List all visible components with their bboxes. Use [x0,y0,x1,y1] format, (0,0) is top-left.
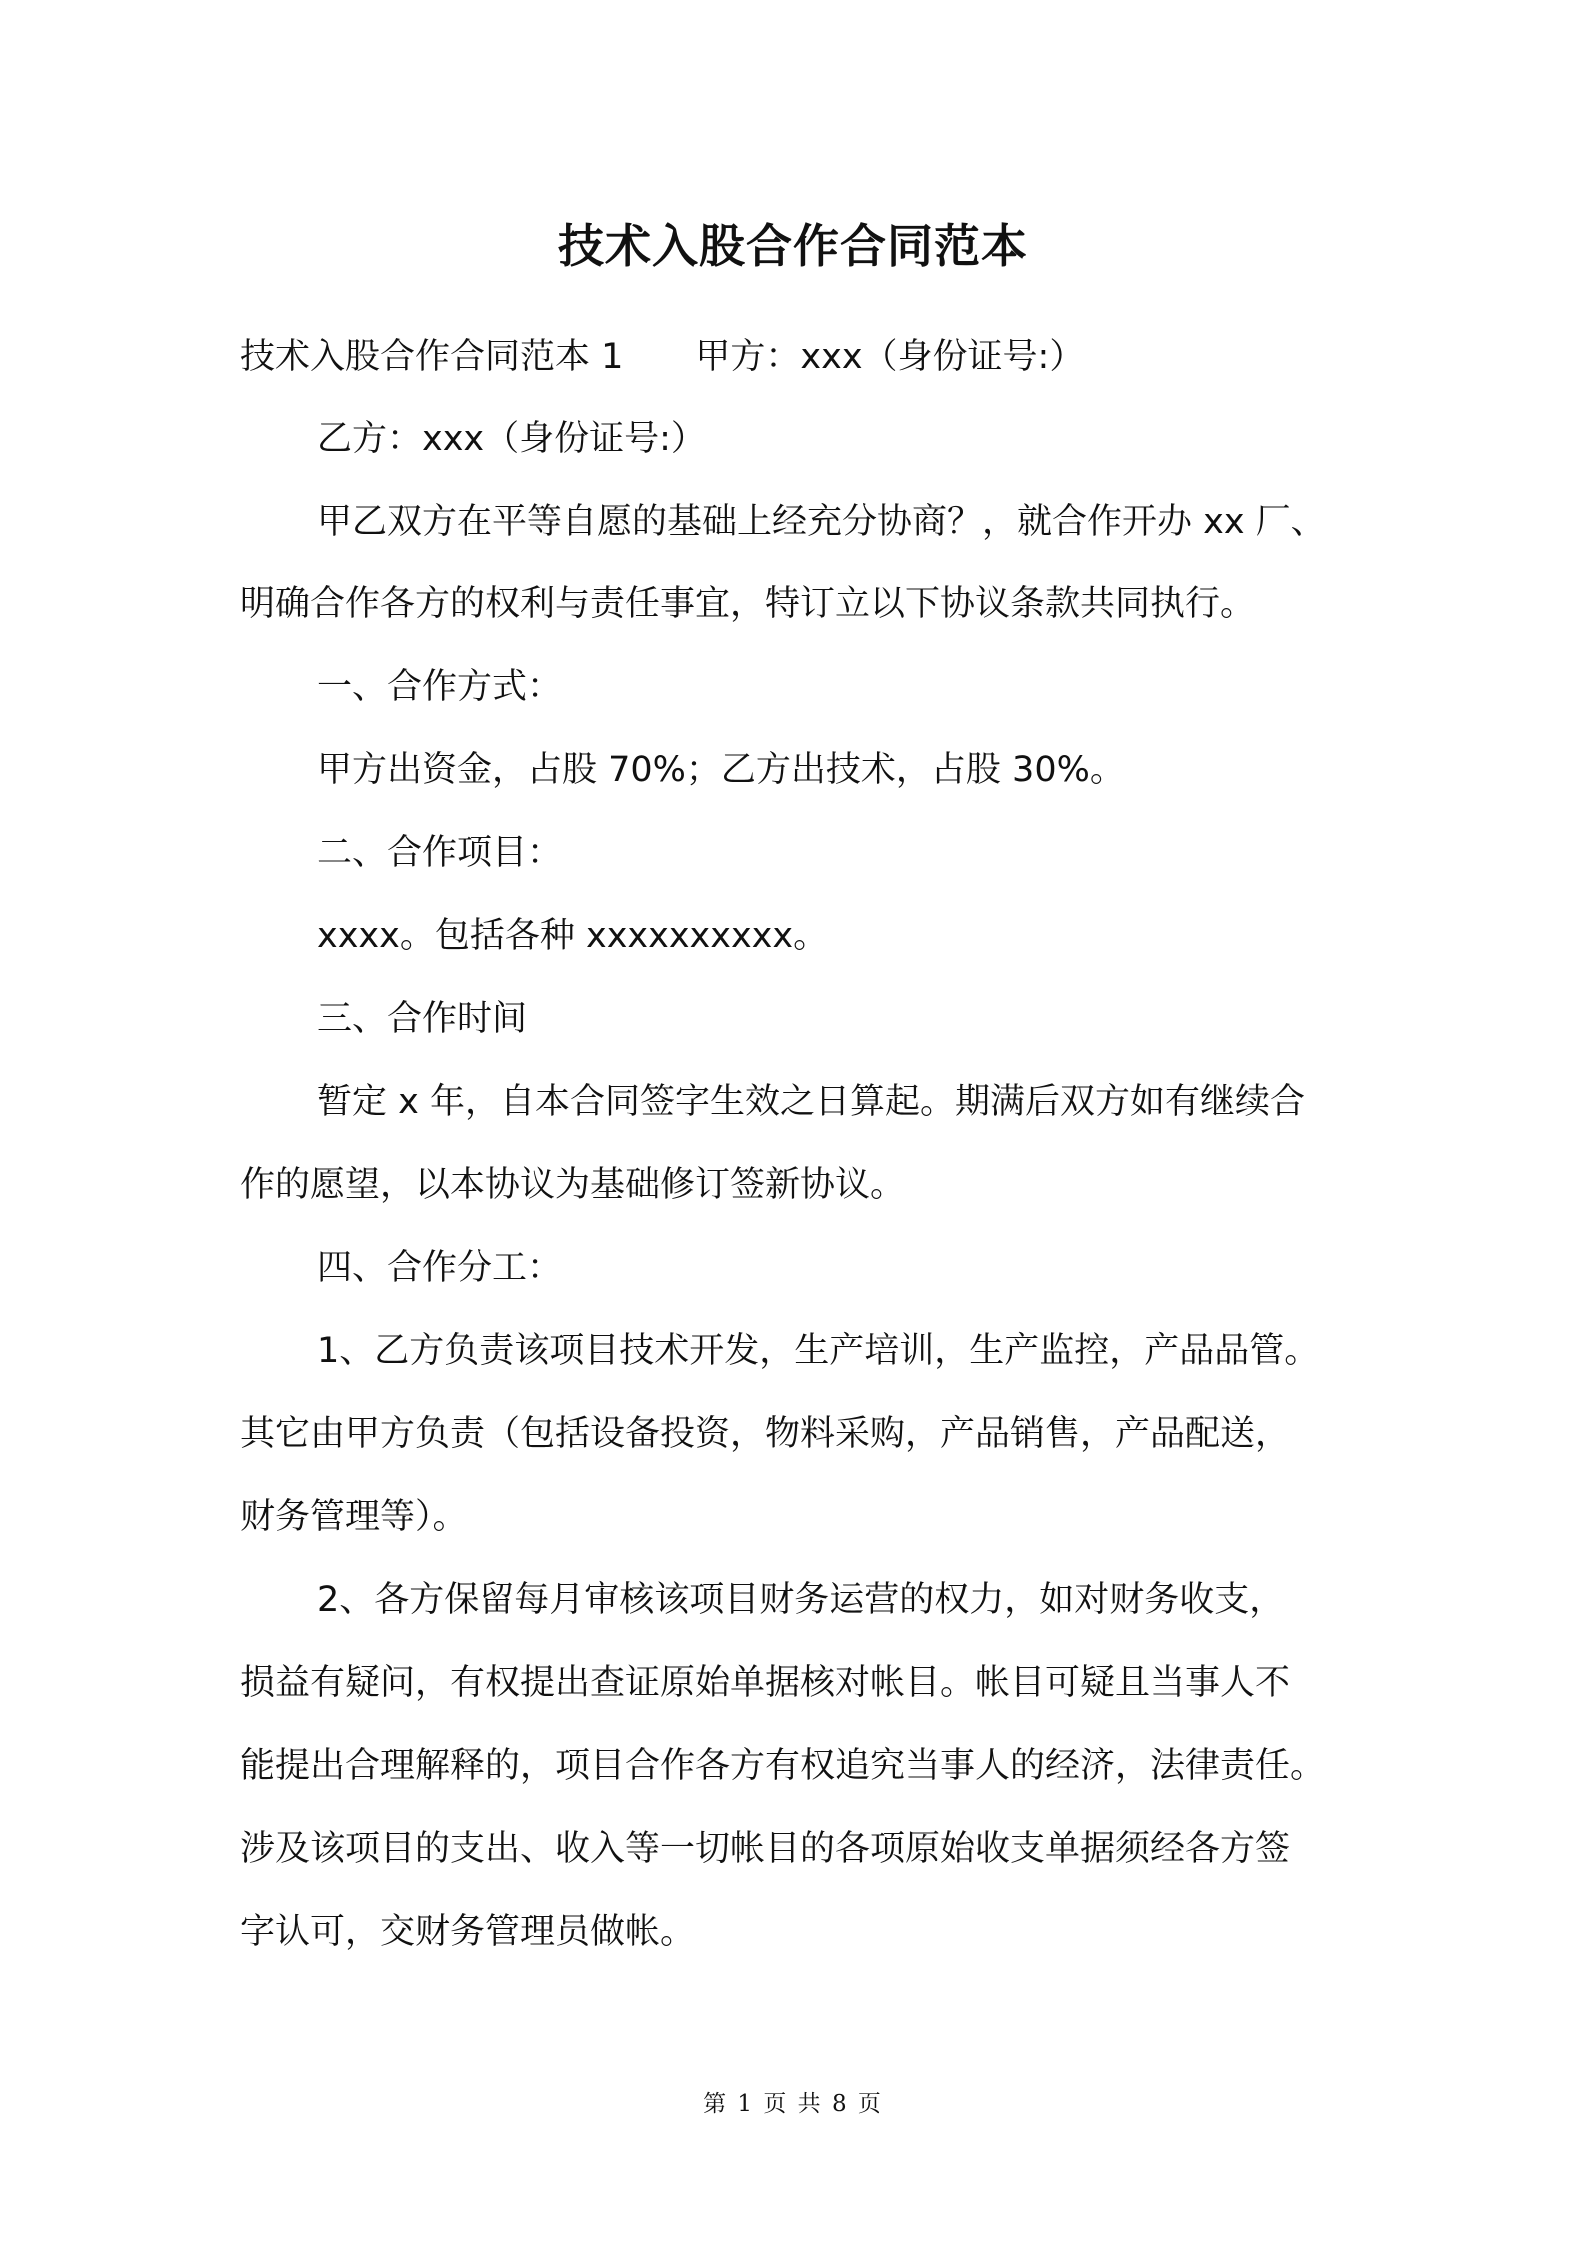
page-indicator: 第 1 页 共 8 页 [703,2091,883,2117]
paragraph-line: 2、各方保留每月审核该项目财务运营的权力，如对财务收支， [317,1580,1285,1620]
paragraph-line: 其它由甲方负责（包括设备投资，物料采购，产品销售，产品配送， [240,1414,1291,1454]
party-a: 甲方：xxx（身份证号:） [695,337,1085,377]
paragraph-line: 字认可，交财务管理员做帐。 [240,1912,696,1952]
section-heading: 四、合作分工： [317,1248,563,1288]
section-heading: 二、合作项目： [317,833,563,873]
paragraph-line: 涉及该项目的支出、收入等一切帐目的各项原始收支单据须经各方签 [240,1829,1291,1869]
document-title: 技术入股合作合同范本 [558,219,1028,273]
paragraph-line: 财务管理等）。 [240,1497,468,1537]
section-heading: 一、合作方式： [317,667,563,707]
paragraph-line: 明确合作各方的权利与责任事宜，特订立以下协议条款共同执行。 [240,584,1256,624]
contract-number: 技术入股合作合同范本 1 [240,337,624,377]
paragraph-line: 甲方出资金，占股 70%；乙方出技术，占股 30%。 [317,750,1125,790]
party-b: 乙方：xxx（身份证号:） [317,419,706,459]
paragraph-line: 甲乙双方在平等自愿的基础上经充分协商？，就合作开办 xx 厂、 [317,502,1326,542]
paragraph-line: 暂定 x 年，自本合同签字生效之日算起。期满后双方如有继续合 [317,1082,1305,1122]
section-heading: 三、合作时间 [317,999,528,1039]
subtitle-line [240,332,1084,382]
paragraph-line: 损益有疑问，有权提出查证原始单据核对帐目。帐目可疑且当事人不 [240,1663,1291,1703]
paragraph-line: 1、乙方负责该项目技术开发，生产培训，生产监控，产品品管。 [317,1331,1320,1371]
paragraph-line: xxxx。包括各种 xxxxxxxxxx。 [317,916,829,956]
paragraph-line: 作的愿望，以本协议为基础修订签新协议。 [240,1165,906,1205]
paragraph-line: 能提出合理解释的，项目合作各方有权追究当事人的经济，法律责任。 [240,1746,1326,1786]
